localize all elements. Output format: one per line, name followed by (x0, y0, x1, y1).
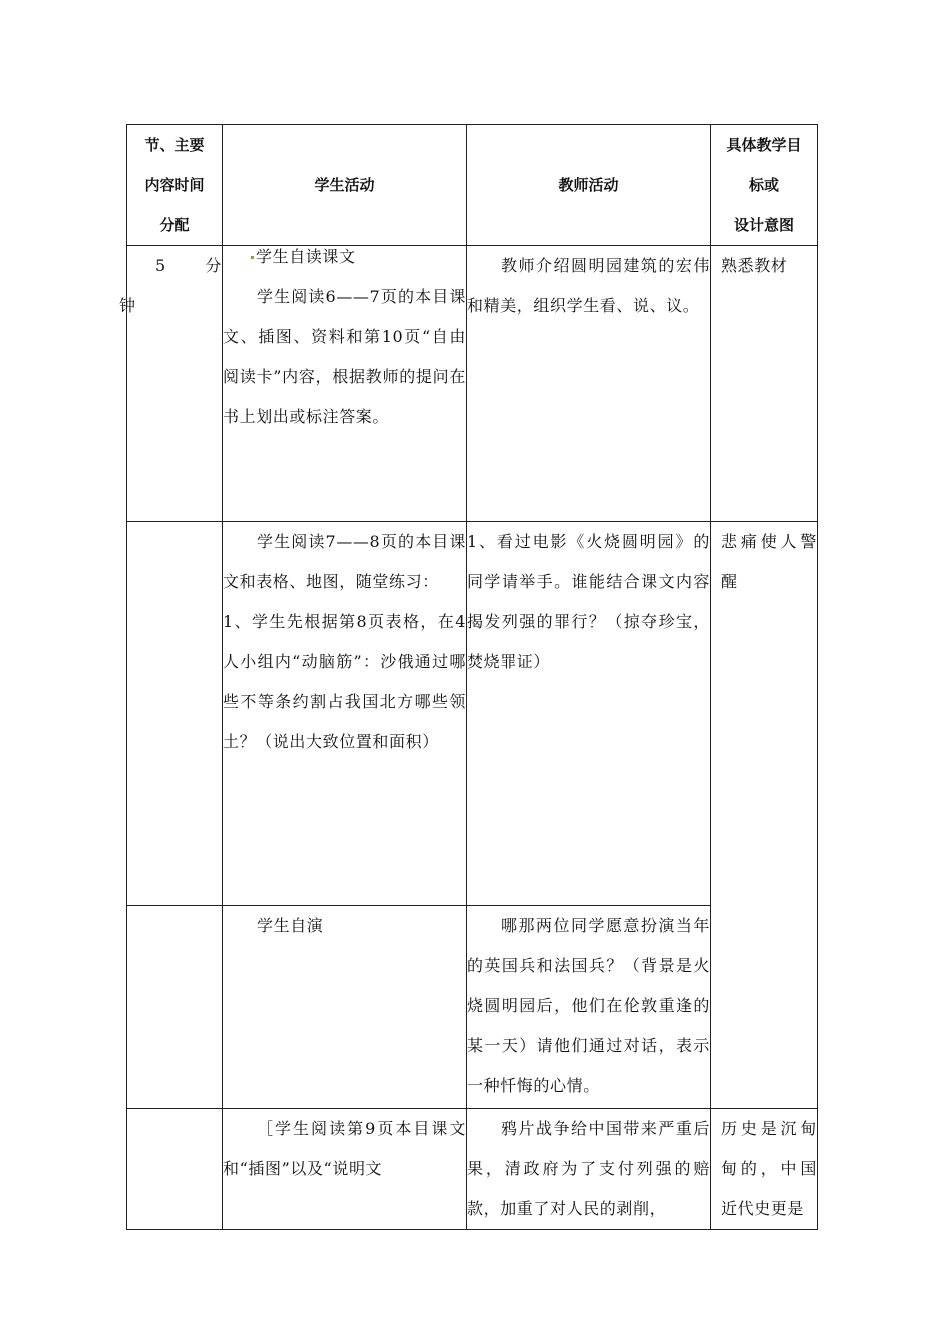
table-row (127, 522, 818, 906)
goal-cell: 历史是沉甸甸的，中国近代史更是 (711, 1109, 818, 1230)
student-activity-cell (223, 906, 467, 1109)
teacher-activity-cell (467, 246, 711, 522)
teacher-activity-cell (467, 906, 711, 1109)
paragraph: 学生阅读7——8页的本目课文和表格、地图，随堂练习： (223, 532, 466, 591)
header-row (127, 125, 818, 246)
header-line: 内容时间 (144, 176, 205, 194)
paragraph: 教师介绍圆明园建筑的宏伟和精美，组织学生看、说、议。 (467, 256, 710, 315)
goal-cell: 悲痛使人警醒 (711, 522, 818, 1109)
paragraph: 学生自演 (257, 916, 324, 935)
header-line: 标或 (748, 176, 779, 194)
paragraph (223, 246, 466, 267)
header-line: 节、主要 (144, 136, 205, 154)
time-cell (127, 906, 223, 1109)
time-line (127, 246, 222, 286)
paragraph: 哪那两位同学愿意扮演当年的英国兵和法国兵？（背景是火烧圆明园后，他们在伦敦重逢的某一天）请他们通过对话，表示一种忏悔的心情。 (467, 916, 710, 1095)
paragraph: 1、学生先根据第8页表格，在4人小组内“动脑筋”：沙俄通过哪些不等条约割占我国北方哪些领土？（说出大致位置和面积） (223, 612, 466, 751)
paragraph: 学生阅读6——7页的本目课文、插图、资料和第10页“自由阅读卡”内容，根据教师的提问在书上划出或标注答案。 (223, 287, 466, 426)
teacher-activity-cell (467, 522, 711, 906)
header-time-allocation (127, 125, 223, 246)
table-row (127, 1109, 818, 1230)
student-activity-cell (223, 522, 467, 906)
time-value: 5 (155, 256, 166, 275)
paragraph: ［学生阅读第9页本目课文和“插图”以及“说明文 (223, 1119, 466, 1178)
time-cell (127, 1109, 223, 1230)
header-teacher-activity: 教师活动 (467, 125, 711, 246)
paragraph-text: 学生自读课文 (256, 247, 356, 266)
header-line: 分配 (159, 216, 190, 234)
edit-mark-icon (251, 256, 254, 259)
goal-cell: 熟悉教材 (711, 246, 818, 522)
time-unit: 分 (205, 256, 222, 275)
student-activity-cell (223, 246, 467, 522)
student-activity-cell (223, 1109, 467, 1230)
header-line: 设计意图 (733, 216, 794, 234)
paragraph: 1、看过电影《火烧圆明园》的同学请举手。谁能结合课文内容揭发列强的罪行？（掠夺珍宝，焚烧罪证） (467, 532, 710, 671)
header-student-activity: 学生活动 (223, 125, 467, 246)
table-row (127, 246, 818, 522)
lesson-plan-table (119, 124, 818, 1230)
paragraph: 鸦片战争给中国带来严重后果，清政府为了支付列强的赔款，加重了对人民的剥削， (467, 1119, 710, 1218)
teacher-activity-cell (467, 1109, 711, 1230)
time-cell (127, 522, 223, 906)
time-unit-2: 钟 (119, 296, 136, 315)
time-cell (119, 246, 223, 522)
header-line: 具体教学目 (726, 136, 802, 154)
header-teaching-goal (711, 125, 818, 246)
